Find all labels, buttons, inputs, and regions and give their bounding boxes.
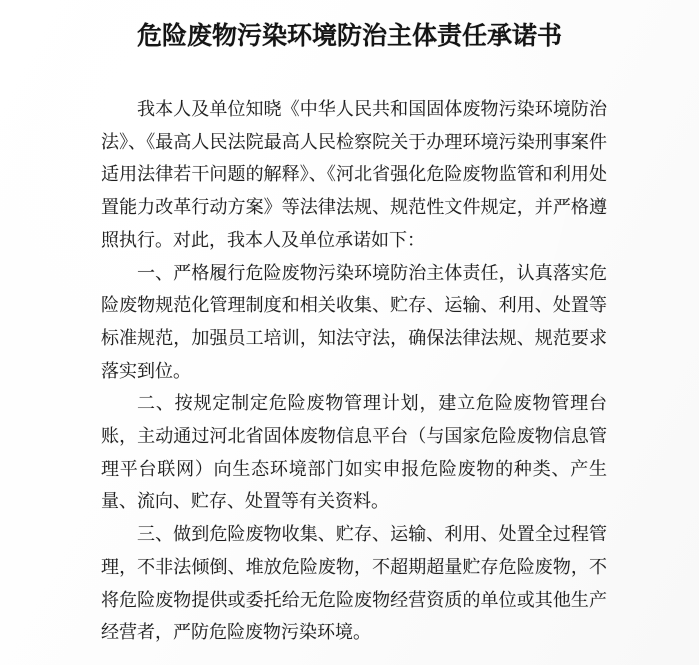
paragraph-item-2: 二、按规定制定危险废物管理计划，建立危险废物管理台账，主动通过河北省固体废物信息平台（与国家危险废物信息管理平台联网）向生态环境部门如实申报危险废物的种类、产生量、流向、贮存、处置等有关资料。 xyxy=(101,393,607,512)
document-title: 危险废物污染环境防治主体责任承诺书 xyxy=(136,23,562,50)
paragraph-item-1: 一、严格履行危险废物污染环境防治主体责任，认真落实危险废物规范化管理制度和相关收集、贮存、运输、利用、处置等标准规范，加强员工培训，知法守法，确保法律法规、规范要求落实到位。 xyxy=(101,262,607,381)
document-body xyxy=(101,93,607,649)
paragraph-item-3: 三、做到危险废物收集、贮存、运输、利用、处置全过程管理，不非法倾倒、堆放危险废物，不超期超量贮存危险废物，不将危险废物提供或委托给无危险废物经营资质的单位或其他生产经营者，严防危险废物污染环境。 xyxy=(101,524,607,643)
paragraph-intro: 我本人及单位知晓《中华人民共和国固体废物污染环境防治法》、《最高人民法院最高人民检察院关于办理环境污染刑事案件适用法律若干问题的解释》、《河北省强化危险废物监管和利用处置能力改革行动方案》等法律法规、规范性文件规定，并严格遵照执行。对此，我本人及单位承诺如下： xyxy=(101,99,607,250)
